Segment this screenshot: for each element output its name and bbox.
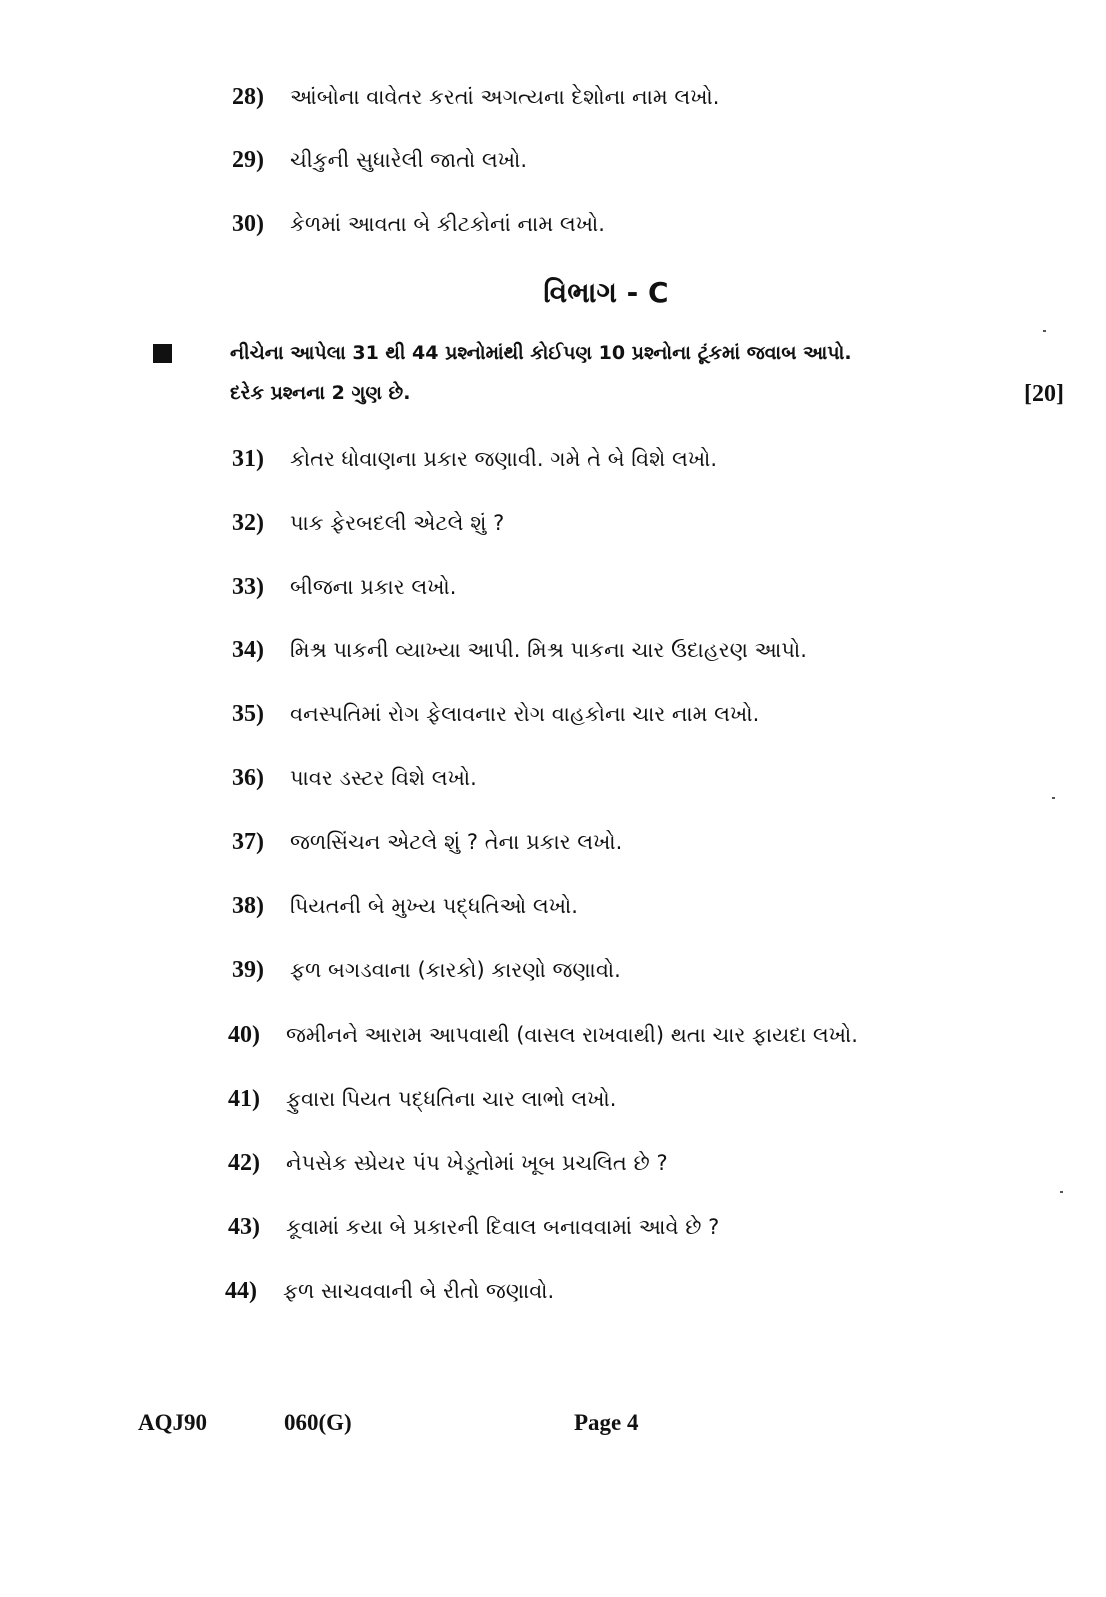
question-text: આંબોના વાવેતર કરતાં અગત્યના દેશોના નામ લખો. <box>290 85 720 109</box>
question-number: 29) <box>232 147 264 173</box>
footer-code: AQJ90 <box>138 1410 207 1435</box>
question-number: 43) <box>228 1214 260 1240</box>
question-text: જમીનને આરામ આપવાથી (વાસલ રાખવાથી) થતા ચાર ફાયદા લખો. <box>286 1023 858 1047</box>
bullet-square-icon <box>153 344 172 363</box>
question-32 <box>232 510 504 537</box>
footer-page: Page 4 <box>574 1410 639 1435</box>
question-44 <box>225 1278 554 1305</box>
question-text: ફળ બગડવાના (કારકો) કારણો જણાવો. <box>290 958 621 982</box>
question-text: ફુવારા પિયત પદ્ધતિના ચાર લાભો લખો. <box>286 1087 617 1111</box>
question-number: 37) <box>232 829 264 855</box>
question-31 <box>232 446 717 473</box>
question-text: પિયતની બે મુખ્ય પદ્ધતિઓ લખો. <box>290 894 578 918</box>
question-38 <box>232 893 578 920</box>
scan-speck <box>1052 797 1055 799</box>
question-39 <box>232 957 621 984</box>
question-number: 34) <box>232 637 264 663</box>
section-title: વિભાગ - C <box>543 276 669 309</box>
question-number: 39) <box>232 957 264 983</box>
question-text: જળસિંચન એટલે શું ? તેના પ્રકાર લખો. <box>290 830 623 854</box>
question-text: ફળ સાચવવાની બે રીતો જણાવો. <box>283 1279 555 1303</box>
question-text: ચીકુની સુધારેલી જાતો લખો. <box>290 148 527 172</box>
section-marks: [20] <box>1024 381 1064 407</box>
question-43 <box>228 1214 719 1241</box>
question-text: બીજના પ્રકાર લખો. <box>290 575 457 599</box>
question-number: 38) <box>232 893 264 919</box>
question-33 <box>232 574 456 601</box>
question-37 <box>232 829 622 856</box>
question-number: 36) <box>232 765 264 791</box>
question-number: 33) <box>232 574 264 600</box>
question-text: પાક ફેરબદલી એટલે શું ? <box>290 511 505 535</box>
question-number: 42) <box>228 1150 260 1176</box>
question-30 <box>232 211 605 238</box>
question-36 <box>232 765 477 792</box>
question-34 <box>232 637 807 664</box>
question-41 <box>228 1086 616 1113</box>
question-text: નેપસેક સ્પ્રેયર પંપ ખેડૂતોમાં ખૂબ પ્રચલિત છે ? <box>286 1151 668 1175</box>
question-number: 32) <box>232 510 264 536</box>
question-number: 31) <box>232 446 264 472</box>
question-35 <box>232 701 759 728</box>
question-40 <box>228 1022 858 1049</box>
question-number: 44) <box>225 1278 257 1304</box>
question-number: 41) <box>228 1086 260 1112</box>
section-instruction-line1: નીચેના આપેલા 31 થી 44 પ્રશ્નોમાંથી કોઈપણ 10 પ્રશ્નોના ટૂંકમાં જવાબ આપો. <box>230 342 852 364</box>
question-29 <box>232 147 527 174</box>
question-number: 40) <box>228 1022 260 1048</box>
section-instruction-line2: દરેક પ્રશ્નના 2 ગુણ છે. <box>230 382 411 404</box>
scan-speck <box>1060 1191 1063 1193</box>
question-text: કૂવામાં કયા બે પ્રકારની દિવાલ બનાવવામાં આવે છે ? <box>286 1215 720 1239</box>
question-text: કેળમાં આવતા બે કીટકોનાં નામ લખો. <box>290 212 605 236</box>
question-42 <box>228 1150 668 1177</box>
question-text: કોતર ધોવાણના પ્રકાર જણાવી. ગમે તે બે વિશે લખો. <box>290 447 718 471</box>
question-number: 28) <box>232 84 264 110</box>
question-number: 35) <box>232 701 264 727</box>
question-28 <box>232 84 719 111</box>
question-number: 30) <box>232 211 264 237</box>
scan-speck <box>1043 330 1046 332</box>
footer-subject: 060(G) <box>284 1410 352 1435</box>
question-text: મિશ્ર પાકની વ્યાખ્યા આપી. મિશ્ર પાકના ચાર ઉદાહરણ આપો. <box>290 638 807 662</box>
question-text: પાવર ડસ્ટર વિશે લખો. <box>290 766 477 790</box>
question-text: વનસ્પતિમાં રોગ ફેલાવનાર રોગ વાહકોના ચાર નામ લખો. <box>290 702 760 726</box>
